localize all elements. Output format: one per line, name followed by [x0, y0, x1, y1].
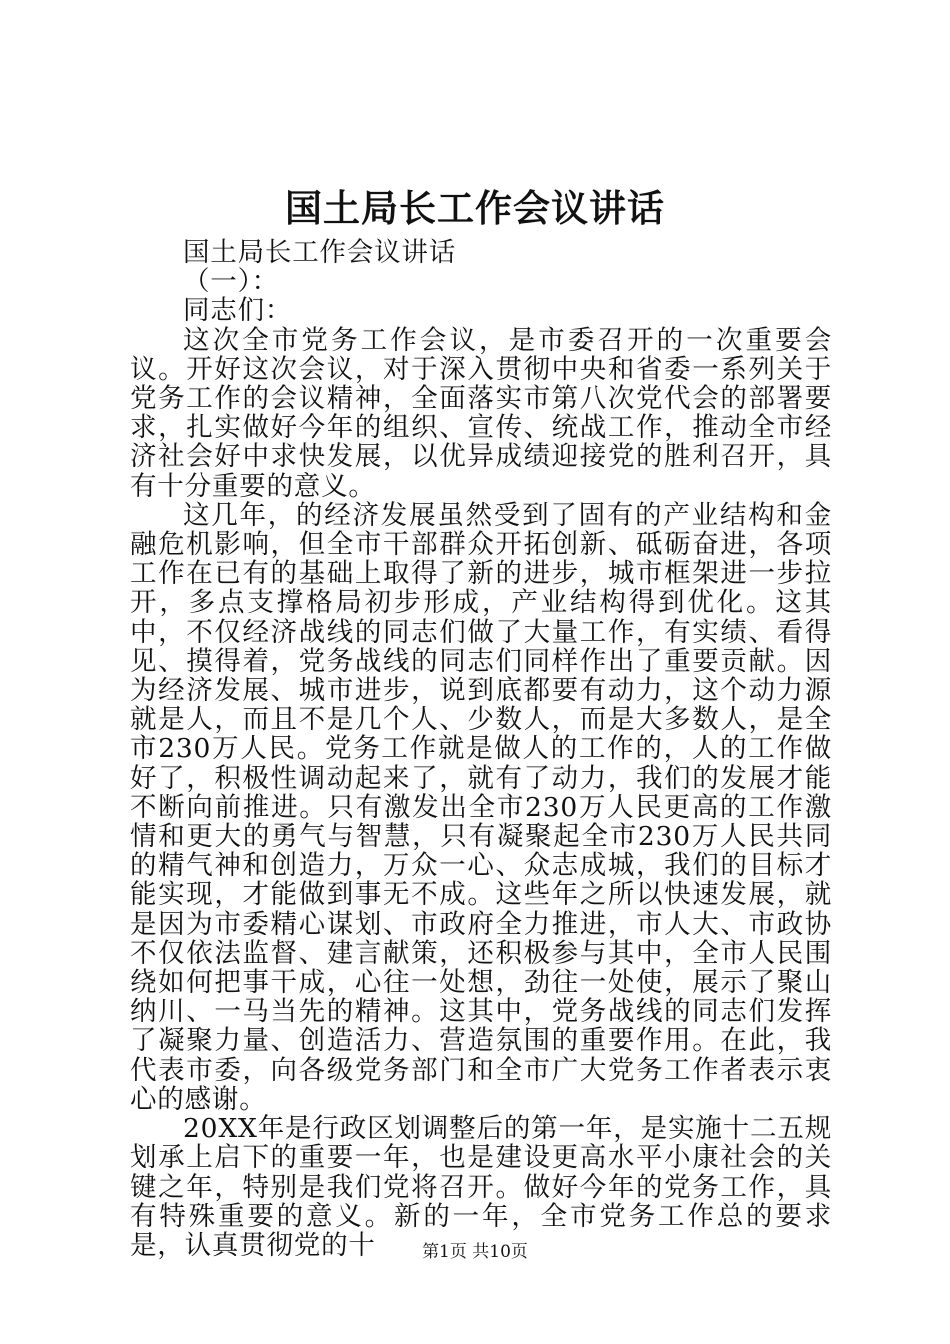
subtitle-paragraph: 国土局长工作会议讲话 [183, 237, 456, 268]
body-paragraph: 20XX年是行政区划调整后的第一年，是实施十二五规划承上启下的重要一年，也是建设更高水平小康社会的关键之年，特别是我们党将召开。做好今年的党务工作，具有特殊重要的意义。新的一年，全市党务工作总的要求是，认真贯彻党的十 [130, 1113, 832, 1261]
body-paragraph: 这几年，的经济发展虽然受到了固有的产业结构和金融危机影响，但全市干部群众开拓创新、砥砺奋进，各项工作在已有的基础上取得了新的进步，城市框架进一步拉开，多点支撑格局初步形成，产业结构得到优化。这其中，不仅经济战线的同志们做了大量工作，有实绩、看得见、摸得着，党务战线的同志们同样作出了重要贡献。因为经济发展、城市进步，说到底都要有动力，这个动力源就是人，而且不是几个人、少数人，而是大多数人，是全市230万人民。党务工作就是做人的工作的，人的工作做好了，积极性调动起来了，就有了动力，我们的发展才能不断向前推进。只有激发出全市230万人民更高的工作激情和更大的勇气与智慧，只有凝聚起全市230万人民共同的精气神和创造力，万众一心、众志成城，我们的目标才能实现，才能做到事无不成。这些年之所以快速发展，就是因为市委精心谋划、市政府全力推进，市人大、市政协不仅依法监督、建言献策，还积极参与其中，全市人民围绕如何把事干成，心往一处想，劲往一处使，展示了聚山纳川、一马当先的精神。这其中，党务战线的同志们发挥了凝聚力量、创造活力、营造氛围的重要作用。在此，我代表市委，向各级党务部门和全市广大党务工作者表示衷心的感谢。 [130, 499, 832, 1115]
section-marker: （一）： [183, 266, 279, 298]
page-number-footer: 第1页 共10页 [422, 1242, 528, 1262]
body-paragraph: 这次全市党务工作会议，是市委召开的一次重要会议。开好这次会议，对于深入贯彻中央和省委一系列关于党务工作的会议精神，全面落实市第八次党代会的部署要求，扎实做好今年的组织、宣传、统战工作，推动全市经济社会好中求快发展，以优异成绩迎接党的胜利召开，具有十分重要的意义。 [130, 324, 832, 502]
salutation: 同志们： [183, 295, 293, 327]
document-title: 国土局长工作会议讲话 [285, 186, 665, 230]
document-body [130, 238, 832, 1260]
